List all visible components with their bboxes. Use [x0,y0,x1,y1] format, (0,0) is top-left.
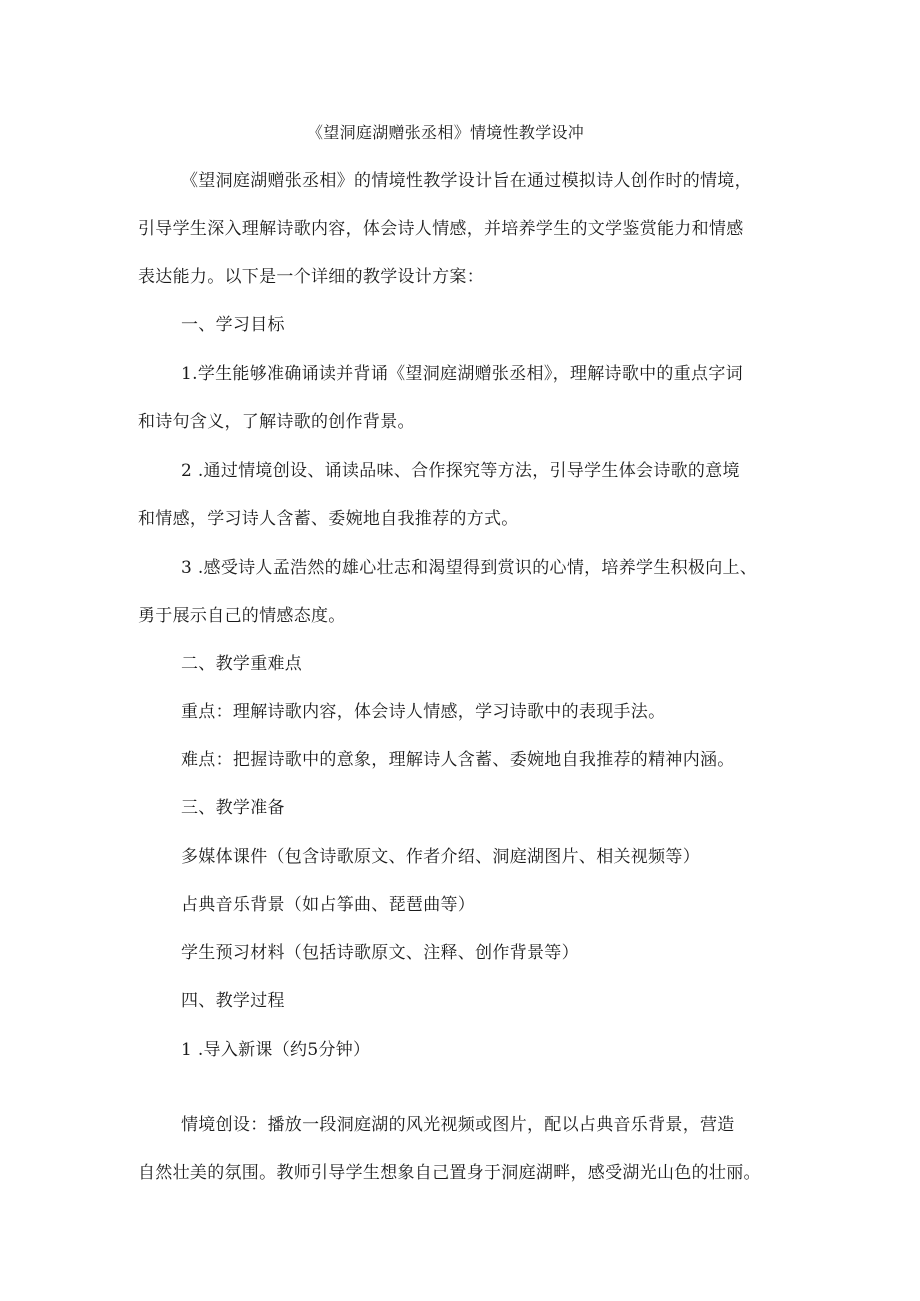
key-point-line: 重点：理解诗歌内容，体会诗人情感，学习诗歌中的表现手法。 [181,702,666,722]
document-title: 《望洞庭湖赠张丞相》情境性教学设冲 [307,123,585,142]
section-heading-process: 四、教学过程 [181,991,285,1011]
preparation-item-3: 学生预习材料（包括诗歌原文、注释、创作背景等） [181,943,579,963]
intro-line-1: 《望洞庭湖赠张丞相》的情境性教学设计旨在通过模拟诗人创作时的情境， [181,171,752,191]
goal-3-line-2: 勇于展示自己的情感态度。 [138,606,346,626]
goal-1-line-2: 和诗句含义，了解诗歌的创作背景。 [138,412,415,432]
section-heading-goals: 一、学习目标 [181,315,285,335]
section-heading-key-points: 二、教学重难点 [181,654,303,674]
goal-1-line-1: 1.学生能够准确诵读并背诵《望洞庭湖赠张丞相》，理解诗歌中的重点字词 [181,364,743,384]
section-heading-preparation: 三、教学准备 [181,798,285,818]
process-step-1-line-2: 自然壮美的氛围。教师引导学生想象自己置身于洞庭湖畔，感受湖光山色的壮丽。 [138,1163,761,1183]
goal-2-line-2: 和情感，学习诗人含蓄、委婉地自我推荐的方式。 [138,509,519,529]
goal-3-line-1: 3 .感受诗人孟浩然的雄心壮志和渴望得到赏识的心情，培养学生积极向上、 [181,558,758,578]
preparation-item-2: 占典音乐背景（如占筝曲、琵琶曲等） [181,895,476,915]
difficulty-line: 难点：把握诗歌中的意象，理解诗人含蓄、委婉地自我推荐的精神内涵。 [181,750,735,770]
process-step-1-line-1: 情境创设：播放一段洞庭湖的风光视频或图片，配以占典音乐背景，营造 [181,1115,735,1135]
preparation-item-1: 多媒体课件（包含诗歌原文、作者介绍、洞庭湖图片、相关视频等） [181,847,700,867]
goal-2-line-1: 2 .通过情境创设、诵读品味、合作探究等方法，引导学生体会诗歌的意境 [181,461,740,481]
intro-line-2: 引导学生深入理解诗歌内容，体会诗人情感，并培养学生的文学鉴赏能力和情感 [138,219,744,239]
intro-line-3: 表达能力。以下是一个详细的教学设计方案： [138,267,484,287]
process-step-1-title: 1 .导入新课（约5分钟） [181,1040,371,1060]
